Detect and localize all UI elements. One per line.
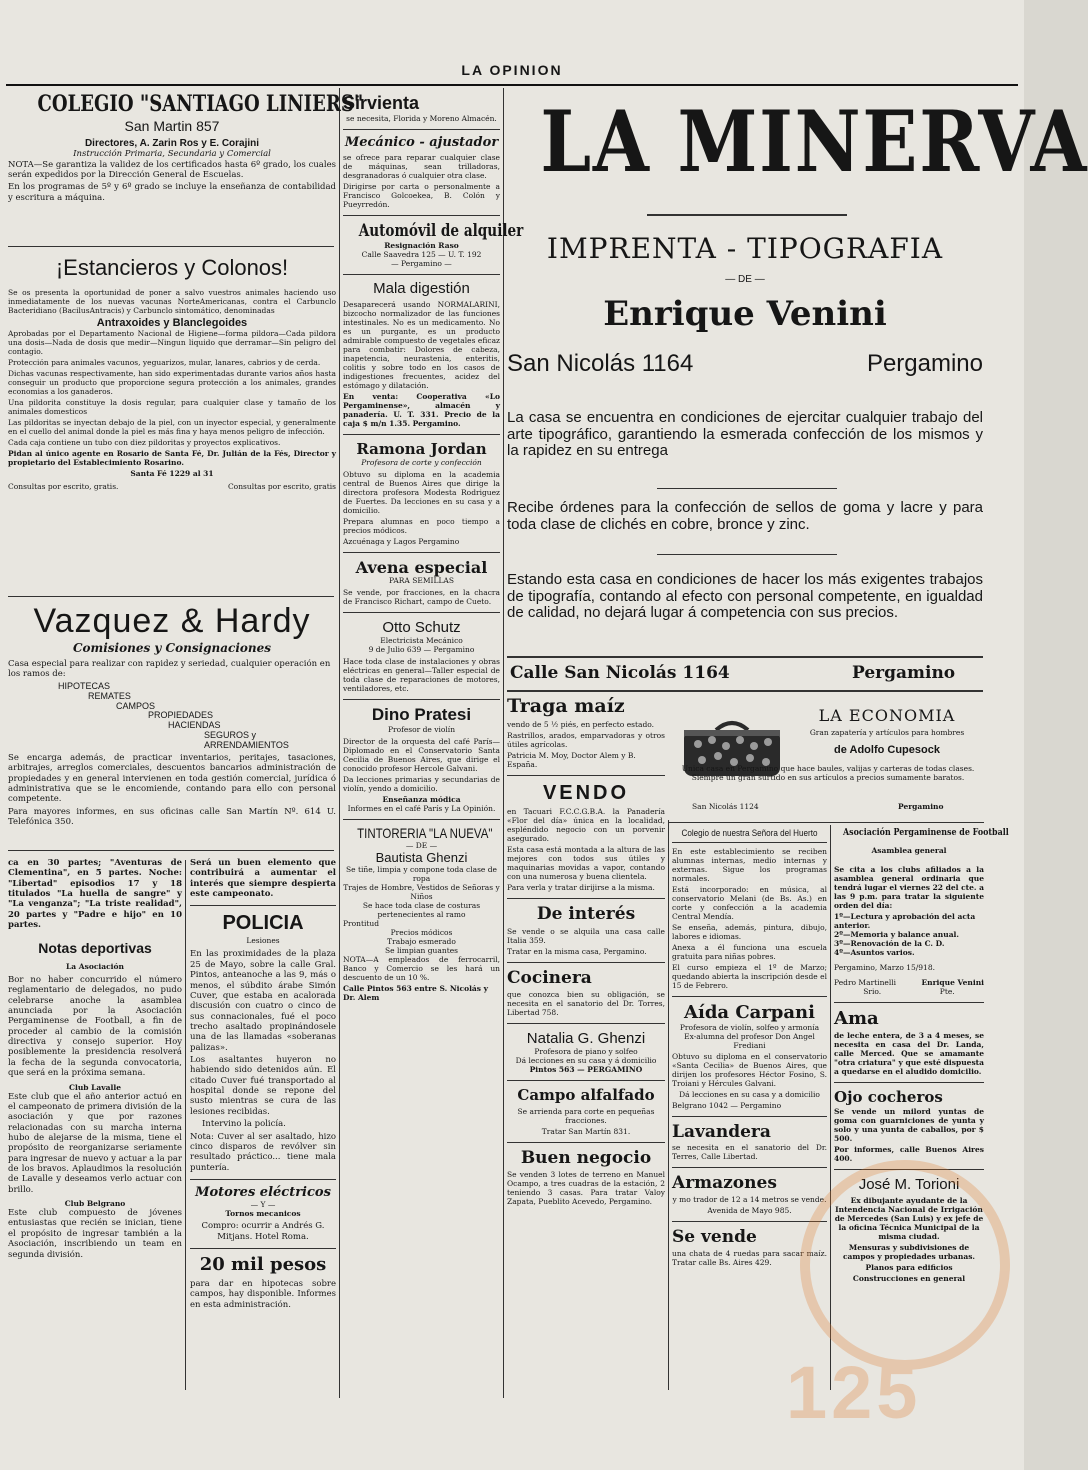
mecanico-p2: Dirigirse por carta o personalmente a Francisco Golcoekea, B. Colón y Pueyrredón. <box>343 182 500 210</box>
orden-item: 2º—Memoria y balance anual. <box>834 930 960 939</box>
ama-title: Ama <box>834 1008 879 1029</box>
watermark-number: 125 <box>786 1351 922 1434</box>
lesiones-p3: Intervino la policía. <box>202 1119 286 1130</box>
vazquez-item: CAMPOS <box>116 700 156 711</box>
lavandera-p: se necesita en el sanatorio del Dr. Terres, Calle Libertad. <box>672 1143 827 1162</box>
masthead-rule <box>6 84 1018 86</box>
tintoreria-de: — DE — <box>405 841 438 851</box>
asamblea-title: Asamblea general <box>871 846 947 855</box>
vazquez-p: Se encarga además, de practicar inventarios, peritajes, tasaciones, arbitrajes, arreglos comerciales, descuentos bancarios administración de propiedades y en general intervienen en toda gestión comercial, jurídica ó administrativa que se le encomiende, contando para ello con personal competente. <box>8 752 336 805</box>
asamblea-p: Se cita a los clubs afiliados a la asamblea general ordinaria que tendrá lugar el viernes 22 del cte. a las 9 p.m. para tratar la siguiente orden del día: <box>834 865 984 910</box>
economia-sub: Gran zapatería y artículos para hombres <box>809 728 965 737</box>
vazquez-p2: Para mayores informes, en sus oficinas calle San Martín Nº. 614 U. Telefónica 350. <box>8 806 336 828</box>
serie-p: Será un buen elemento que contribuirá a aumentar el interés que siempre despierta este campeonato. <box>190 858 336 900</box>
col4 <box>672 828 827 1388</box>
natalia-p: Dá lecciones en su casa y á domicilio <box>515 1056 657 1066</box>
minerva-p2: Recibe órdenes para la confección de sellos de goma y lacre y para toda clase de clichés en cobre, bronce y zinc. <box>507 499 983 533</box>
lesiones-p: En las proximidades de la plaza 25 de Mayo, sobre la calle Gral. Pintos, anteanoche a las 9, más o menos, el súbdito árabe Simón Cuver, que estaba en acalorada discusión con cuatro o cinco de sus connacionales, fué el poco trecho asaltado propinándosele una de las llamadas «soberanas palizas». <box>190 949 336 1053</box>
column-divider <box>185 860 186 1390</box>
column-divider <box>830 825 831 1390</box>
colegio-note2: En los programas de 5º y 6º grado se incluye la enseñanza de contabilidad y escritura a máquina. <box>8 182 336 203</box>
buen-negocio-p: Se venden 3 lotes de terreno en Manuel Ocampo, a tres cuadras de la estación, 2 teniendo 3 casas. Para tratar Valoy Zapata, Pueblito Acevedo, Pergamino. <box>507 1170 665 1207</box>
avena-title: Avena especial <box>355 557 488 577</box>
se-vende-p: una chata de 4 ruedas para sacar maíz. Tratar calle Bs. Aires 429. <box>672 1248 827 1267</box>
notas-title: Notas deportivas <box>38 939 152 956</box>
asoc-football-title: Asociación Pergaminense de Football <box>843 828 1009 838</box>
automovil-city: — Pergamino — <box>391 258 452 268</box>
torioni-p2: Mensuras y subdivisiones de campos y propiedades urbanas. <box>842 1243 976 1262</box>
vazquez-item: HIPOTECAS <box>58 680 111 691</box>
minerva-imprenta: IMPRENTA - TIPOGRAFIA <box>546 232 944 265</box>
lavandera-title: Lavandera <box>672 1121 771 1142</box>
colegio-huerto-p5: El curso empieza el 1º de Marzo; quedando abierta la inscripción desde el 15 de Febrero. <box>672 963 827 990</box>
ramona-addr: Azcuénaga y Lagos Pergamino <box>343 536 460 546</box>
interes-title: De interés <box>536 903 636 924</box>
traga-title: Traga maíz <box>507 695 625 717</box>
tintoreria-p3: Se hace toda clase de costuras pertenecientes al ramo <box>362 901 481 920</box>
automovil-addr: Calle Saavedra 125 — U. T. 192 <box>361 249 482 259</box>
minerva-foot-left: Calle San Nicolás 1164 <box>510 663 730 683</box>
tintoreria-p6: Trabajo esmerado <box>387 937 456 947</box>
traga-p: vendo de 5 ½ piés, en perfecto estado. <box>507 719 655 729</box>
col5 <box>834 828 1009 1388</box>
vazquez-intro: Casa especial para realizar con rapidez y seriedad, cualquier operación en los ramos de: <box>8 659 331 680</box>
ramona-p: Obtuvo su diploma en la academia central de Buenos Aires que dirige la directora profesora Modesta Rodriguez de Fuertes. Da lecciones en su casa y a domicilio. <box>343 469 500 515</box>
motores-p: Compro: ocurrir a Andrés G. Mitjans. Hotel Roma. <box>201 1221 325 1242</box>
colegio-huerto-p3: Se enseña, además, pintura, dibujo, labores e idiomas. <box>672 923 827 941</box>
colegio-huerto-p: En este establecimiento se reciben alumnas internas, medio internas y externas. Sigue los programas normales. <box>672 847 827 883</box>
sign-right: Enrique Venini <box>921 978 984 987</box>
tintoreria-p: Se tiñe, limpia y compone toda clase de ropa <box>346 865 497 884</box>
mil-pesos-title: 20 mil pesos <box>199 1254 327 1275</box>
col2 <box>343 93 524 1394</box>
la-economia-ad <box>672 700 984 818</box>
natalia-sub: Profesora de piano y solfeo <box>534 1047 638 1057</box>
motores-title: Motores eléctricos <box>195 1184 331 1200</box>
mala-digestion-p2: En venta: Cooperativa «Lo Pergaminense», almacén y panadería. U. T. 331. Precio de la caja $ m/n 1.35. Pergamino. <box>343 392 500 429</box>
estancieros-p2: Aprobadas por el Departamento Nacional de Higiene—forma pildora—Cada pildora una dosis—Nada de dosis que medir—Ningun liquido que derramar—Sin peligro del contagio. <box>8 329 336 357</box>
aida-sub: Profesora de violín, solfeo y armonía <box>679 1022 820 1032</box>
policia-title: POLICIA <box>222 912 304 935</box>
automovil-title: Automóvil de alquiler <box>358 221 524 242</box>
motores-sub: Tornos mecanicos <box>225 1209 301 1219</box>
avena-p: Se vende, por fracciones, en la chacra de Francisco Richart, campo de Cueto. <box>343 588 500 607</box>
torioni-p4: Construcciones en general <box>852 1274 966 1284</box>
ramona-title: Ramona Jordan <box>356 440 487 459</box>
colegio-huerto-title: Colegio de nuestra Señora del Huerto <box>681 828 818 838</box>
economia-addr-left: San Nicolás 1124 <box>692 802 759 811</box>
natalia-addr: Pintos 563 — PERGAMINO <box>529 1065 643 1075</box>
colegio-huerto-p4: Anexa a él funciona una escuela gratuita para niñas pobres. <box>672 943 827 961</box>
minerva-addr-right: Pergamino <box>866 350 983 377</box>
estancieros-foot-left: Consultas por escrito, gratis. <box>8 482 119 492</box>
dino-p3: Enseñanza módica <box>382 795 461 805</box>
asociacion-p: Bor no haber concurrido el número reglamentario de delegados, no pudo celebrarse anoche la asamblea anunciada por la Asociación Pergaminense de Football, a fin de proceder al cambio de la comisión directiva y consejo superior. Hoy posiblemente la presidencia resolverá la fecha de la segunda convocatoria, que será en la próxima semana. <box>8 974 182 1079</box>
armazones-title: Armazones <box>672 1173 777 1194</box>
estancieros-p1: Se os presenta la oportunidad de poner a salvo vuestros animales haciendo uso inmediatamente de los nuevas vacunas NorteAmericanas, contra el Carbunclo Bacteridiano (BacilusAntracis) y Carbunclo sintomático, denominadas <box>8 288 336 316</box>
armazones-p: y mo trador de 12 a 14 metros se vende. <box>672 1195 827 1205</box>
sirvienta-title: Sirvienta <box>343 93 420 113</box>
campo-p: Se arrienda para corte en pequeñas fracciones. <box>517 1106 655 1125</box>
estancieros-p7: Cada caja contiene un tubo con diez pildoritas y proyectos explicativos. <box>8 438 281 448</box>
mil-pesos-p: para dar en hipotecas sobre campos, hay disponible. Informes en esta administración. <box>190 1278 336 1310</box>
economia-p: Unica casa en Pergamino que hace baules, valijas y carteras de todas clases. Siempre un gran surtido en sus artículos a precios sumamente baratos. <box>681 764 975 782</box>
tintoreria-title: TINTORERIA "LA NUEVA" <box>357 825 493 842</box>
aida-addr: Belgrano 1042 — Pergamino <box>672 1100 782 1110</box>
aida-p: Ex-alumna del profesor Don Angel Frediani <box>684 1031 815 1050</box>
minerva-de: — DE — <box>725 274 765 285</box>
aida-title: Aída Carpani <box>684 1002 815 1023</box>
otto-p: Hace toda clase de instalaciones y obras eléctricas en general—Taller especial de toda clase de reparaciones de motores, ventiladores, etc. <box>343 657 500 694</box>
vazquez-sub: Comisiones y Consignaciones <box>72 641 272 655</box>
minerva-addr-left: San Nicolás 1164 <box>507 350 694 377</box>
lesiones-title: Lesiones <box>246 936 280 946</box>
col1-bottom <box>8 858 182 1388</box>
estancieros-ad <box>8 256 336 586</box>
natalia-title: Natalia G. Ghenzi <box>526 1030 646 1048</box>
buen-negocio-title: Buen negocio <box>520 1147 652 1168</box>
tintoreria-owner: Bautista Ghenzi <box>375 850 468 866</box>
dino-p4: Informes en el café París y La Opinión. <box>347 804 496 814</box>
tintoreria-p5: Precios módicos <box>390 928 453 938</box>
dino-title: Dino Pratesi <box>371 705 472 725</box>
torioni-p3: Planos para edificios <box>865 1263 953 1273</box>
otto-title: Otto Schutz <box>382 619 461 637</box>
colegio-note: NOTA—Se garantiza la validez de los certificados hasta 6º grado, los cuales serán expedidos por la Dirección General de Escuelas. <box>8 159 336 180</box>
vendo-p: en Tacuari F.C.C.G.B.A. la Panadería «Flor del día» única en la localidad, espléndido negocio con un porvenir asegurado. <box>507 806 665 843</box>
belgrano-title: Club Belgrano <box>64 1199 126 1209</box>
automovil-sub: Resignación Raso <box>384 240 459 250</box>
la-minerva-ad <box>507 92 1088 692</box>
economia-title: LA ECONOMIA <box>818 706 956 725</box>
orden-item: 4º—Asuntos varios. <box>834 948 915 957</box>
asamblea-date: Pergamino, Marzo 15/918. <box>834 963 935 972</box>
vazquez-item: PROPIEDADES <box>148 710 214 721</box>
torioni-title: José M. Torioni <box>858 1176 960 1194</box>
otto-addr: 9 de Julio 639 — Pergamino <box>368 645 475 655</box>
col1b <box>190 858 336 1388</box>
colegio-liniers-ad <box>8 91 364 242</box>
armazones-p2: Avenida de Mayo 985. <box>707 1206 792 1216</box>
interes-p: Se vende o se alquila una casa calle Italia 359. <box>507 926 665 945</box>
lavalle-p: Este club que el año anterior actuó en el campeonato de primera división de la asociación y que por razones relacionadas con su marcha interna hubo de alejarse de la misma, tiene el propósito de reorganizarse seriamente para ingresar de nuevo y actuar a la par de los bravos. Aplaudimos la resolución de Lavalle y deseamos verlo actuar con brillo. <box>8 1091 182 1195</box>
minerva-foot-right: Pergamino <box>852 663 956 683</box>
vazquez-item: HACIENDAS <box>168 720 221 731</box>
masthead-title: LA OPINION <box>461 62 563 78</box>
minerva-p3: Estando esta casa en condiciones de hacer los más exigentes trabajos de tipografía, contando al efecto con personal competente, en igualdad de calidad, no dejará lugar á competencia con sus precios. <box>507 571 983 621</box>
lavalle-title: Club Lavalle <box>69 1082 121 1092</box>
torioni-p: Ex dibujante ayudante de la Intendencia Nacional de Irrigación de Mercedes (San Luis) y ex jefe de la oficina Técnica Municipal de la misma ciudad. <box>834 1196 984 1242</box>
lesiones-p4: Nota: Cuver al ser asaltado, hizo cinco disparos de revólver sin resultado práctico... tiene mala puntería. <box>190 1131 336 1173</box>
tintoreria-p8: NOTA—A empleados de ferrocarril, Banco y Comercio se les hará un descuento de un 10 %. <box>343 955 500 983</box>
interes-p2: Tratar en la misma casa, Pergamino. <box>507 946 647 956</box>
ramona-p2: Prepara alumnas en poco tiempo a precios módicos. <box>343 516 500 535</box>
vazquez-item: ARRENDAMIENTOS <box>204 740 289 751</box>
ojo-cocheros-title: Ojo cocheros <box>834 1087 943 1106</box>
colegio-directors: Directores, A. Zarin Ros y E. Corajini <box>84 138 260 150</box>
estancieros-p8: Pidan al único agente en Rosario de Santa Fé, Dr. Julián de la Fés, Director y propietario del Establecimiento Rosarino. <box>8 449 336 468</box>
colegio-address: San Martin 857 <box>124 118 220 135</box>
dino-p: Director de la orquesta del café París—Diplomado en el Conservatorio Santa Cecilia de Buenos Aires, que dirige el conocido profesor Hercole Galvani. <box>343 737 500 774</box>
divider <box>8 850 334 851</box>
otto-sub: Electricista Mecánico <box>380 636 463 646</box>
colegio-subtitle: Instrucción Primaria, Secundaria y Comercial <box>73 149 271 160</box>
sign-left: Pedro Martinelli <box>834 978 897 987</box>
estancieros-addr: Santa Fé 1229 al 31 <box>130 469 214 479</box>
col3 <box>507 696 665 1388</box>
asociacion-title: La Asociación <box>66 961 124 971</box>
vazquez-title: Vazquez & Hardy <box>33 602 311 640</box>
vendo-title: VENDO <box>542 781 630 804</box>
column-divider <box>668 820 669 1390</box>
colegio-huerto-p2: Está incorporado: en música, al conservatorio Melani (de Bs. As.) en corte y confección a la academia Central Mendía. <box>672 885 827 921</box>
orden-item: 1º—Lectura y aprobación del acta anterior. <box>834 912 976 930</box>
minerva-title: LA MINERVA <box>540 92 1088 191</box>
se-vende-title: Se vende <box>672 1227 757 1248</box>
economia-addr-right: Pergamino <box>898 802 944 811</box>
traga-p2: Rastrillos, arados, emparvadoras y otros útiles agrícolas. <box>507 730 665 749</box>
mecanico-title: Mecánico - ajustador <box>344 134 499 150</box>
estancieros-foot-right: Consultas por escrito, gratis <box>227 482 336 492</box>
avena-sub: PARA SEMILLAS <box>389 576 454 586</box>
ojo-cocheros-p: Se vende un milord yuntas de goma con guarniciones de yunta y solo y una yunta de caballos, por $ 500. <box>834 1107 984 1144</box>
vazquez-item: REMATES <box>88 690 131 701</box>
column-divider <box>503 88 504 1398</box>
divider <box>8 246 334 247</box>
estancieros-sub: Antraxoides y Blanclegoides <box>96 317 248 330</box>
motores-y: — Y — <box>250 1200 276 1210</box>
estancieros-p4: Dichas vacunas respectivamente, han sido experimentadas durante varios años hasta conseguir un producto que proporcione segura protección a los animales, grandes economias a los ganaderos. <box>8 369 336 397</box>
estancieros-p5: Una pildorita constituye la dosis regular, para cualquier clase y tamaño de los animales domesticos <box>8 398 336 417</box>
role-left: Srio. <box>863 987 882 996</box>
cine-lead: ca en 30 partes; "Aventuras de Clementina", en 5 partes. Noche: "Libertad" episodios 17 y 18 titulados "La huella de sangre" y "La venganza"; "La triste realidad", 20 partes y "Padre e hijo" en 10 partes. <box>8 858 182 931</box>
column-divider <box>339 88 340 1398</box>
orden-item: 3º—Renovación de la C. D. <box>834 939 945 948</box>
ramona-sub: Profesora de corte y confección <box>361 457 482 467</box>
estancieros-p3: Protección para animales vacunos, yeguarizos, mular, lanares, cabrios y de cerda. <box>8 358 321 368</box>
campo-p2: Tratar San Martín 831. <box>541 1126 631 1136</box>
divider <box>8 596 334 597</box>
dino-p2: Da lecciones primarias y secundarias de violín, yendo a domicilio. <box>343 775 500 794</box>
minerva-owner: Enrique Venini <box>603 294 887 334</box>
sirvienta-p: se necesita, Florida y Moreno Almacén. <box>346 113 497 123</box>
tintoreria-p4: Prontitud <box>343 919 380 929</box>
ojo-cocheros-p2: Por informes, calle Buenos Aires 400. <box>834 1145 984 1164</box>
colegio-title: COLEGIO "SANTIAGO LINIERS" <box>37 91 364 117</box>
vazquez-hardy-ad <box>8 602 336 842</box>
mecanico-p: se ofrece para reparar cualquier clase de máquinas, sean trilladoras, desgranadoras ó cualquier otra clase. <box>343 153 500 181</box>
dino-sub: Profesor de violín <box>387 725 456 735</box>
aida-p3: Dá lecciones en su casa y a domicilio <box>679 1089 820 1099</box>
traga-p3: Patricia M. Moy, Doctor Alem y B. España. <box>507 750 636 769</box>
tintoreria-p2: Trajes de Hombre, Vestidos de Señoras y Niños <box>343 883 500 902</box>
minerva-p1: La casa se encuentra en condiciones de ejercitar cualquier trabajo del arte tipográfico, garantiendo la esmerada confección de los mismos y la rapidez en su entrega <box>507 409 983 459</box>
ama-p: de leche entera, de 3 a 4 meses, se necesita en casa del Dr. Landa, calle Merced. Que se amamante "otra criatura" y que esté dispuesta a quedarse en el aludido domicilio. <box>834 1030 984 1076</box>
vendo-p2: Esta casa está montada a la altura de las mejores con todos sus útiles y maquinarias movidas a vapor, contando con una numerosa y buena clientela. <box>507 844 665 881</box>
campo-title: Campo alfalfado <box>517 1086 655 1105</box>
economia-owner: de Adolfo Cupesock <box>834 744 940 756</box>
mala-digestion-title: Mala digestión <box>373 279 470 297</box>
estancieros-title: ¡Estancieros y Colonos! <box>55 255 289 280</box>
aida-p2: Obtuvo su diploma en el conservatorio «Santa Cecilia» de Buenos Aires, que dirijen los profesores Héctor Fosino, S. Troiani y Hércules Galvani. <box>672 1051 827 1088</box>
tintoreria-addr: Calle Pintos 563 entre S. Nicolás y Dr. Alem <box>343 984 488 1003</box>
cocinera-p: que conozca bien su obligación, se necesita en el sanatorio del Dr. Torres, Libertad 758. <box>507 990 665 1018</box>
cocinera-title: Cocinera <box>507 967 592 988</box>
role-right: Pte. <box>939 987 955 996</box>
lesiones-p2: Los asaltantes huyeron no habiendo sido detenidos aún. El citado Cuver fué transportado al hospital donde se repone del susto mientras se cura de las lesiones recibidas. <box>190 1055 336 1117</box>
vazquez-items <box>8 682 336 751</box>
belgrano-p: Este club compuesto de jóvenes entusiastas que recién se inician, tiene el propósito de ingresar también a la Asociación, inscribiendo un team en segunda división. <box>8 1208 182 1260</box>
vazquez-item: SEGUROS y <box>204 730 257 741</box>
vendo-p3: Para verla y tratar dirijirse a la misma. <box>507 882 655 892</box>
tintoreria-p7: Se limpian guantes <box>385 946 458 956</box>
estancieros-p6: Las pildoritas se inyectan debajo de la piel, con un inyector especial, y generalmente en el cuello del animal donde la piel es más fina y haya menos peligro de infección. <box>8 418 336 437</box>
mala-digestion-p: Desaparecerá usando NORMALARINI, bizcocho normalizador de las funciones intestinales. No es un medicamento. No es un purgante, es un producto admirable compuesto de vegetales eficaz para combatir: Dolores de cabeza, inapetencia, neurastenia, enteritis, colitis y sobre todo en los casos de indigestiones frecuentes, acidez del estómago y dilatación. <box>343 300 500 391</box>
